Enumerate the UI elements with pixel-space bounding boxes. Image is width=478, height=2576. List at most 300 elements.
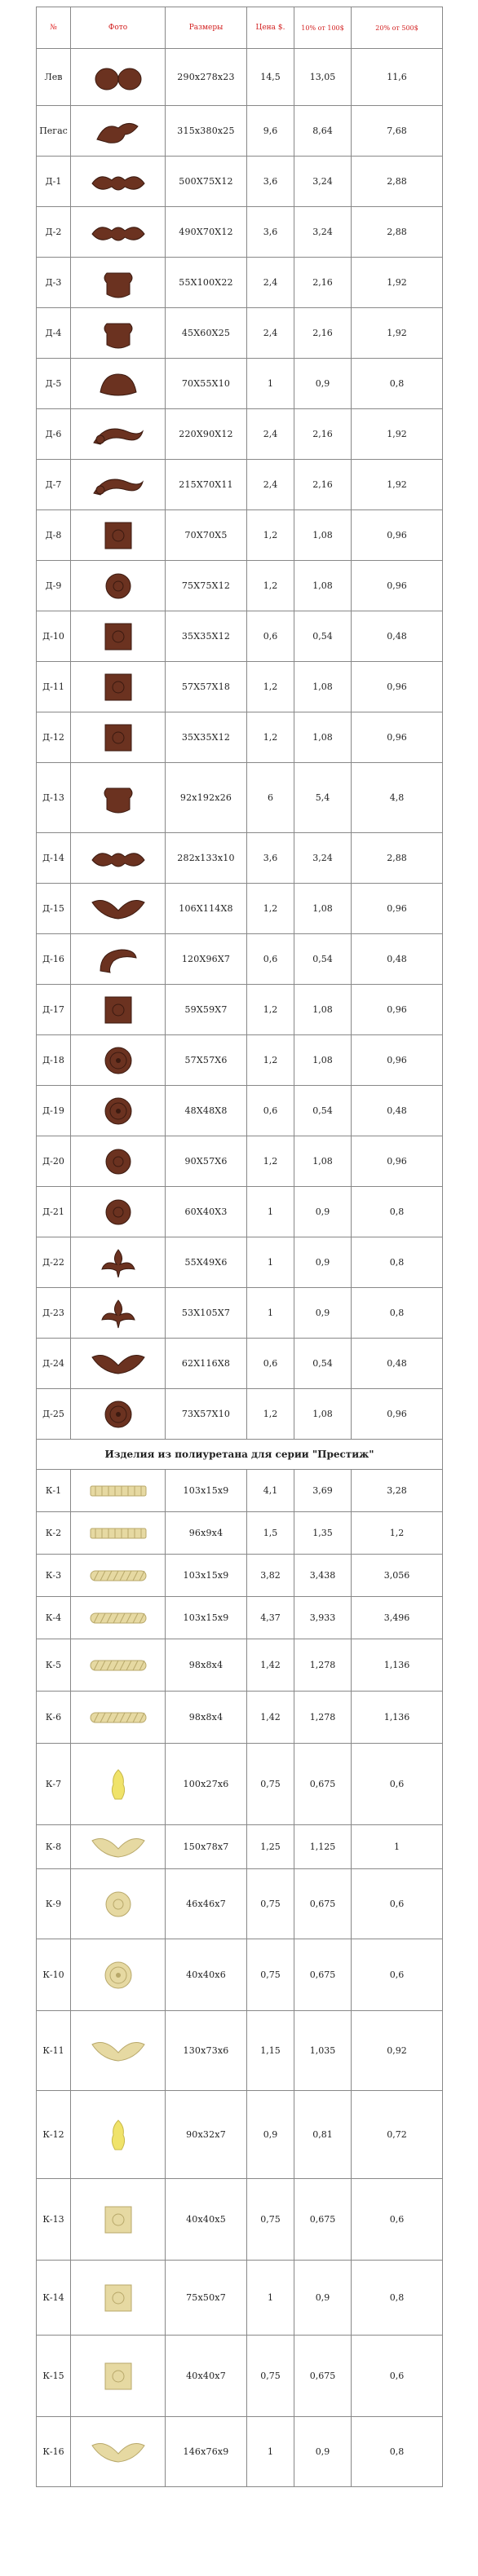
item-size: 75X75X12 (166, 561, 247, 611)
table-row (37, 1692, 443, 1744)
square-tile-icon (71, 2360, 165, 2393)
table-row (37, 934, 443, 985)
item-size: 90x32x7 (166, 2091, 247, 2179)
table-row (37, 1237, 443, 1288)
item-photo (71, 510, 166, 561)
fleur-icon (71, 1297, 165, 1330)
item-photo (71, 49, 166, 106)
wing-ornament-icon (71, 1348, 165, 1380)
item-id: К-15 (37, 2336, 71, 2417)
item-price: 3,6 (247, 157, 294, 207)
item-price-10: 0,675 (294, 1939, 352, 2011)
item-size: 220X90X12 (166, 409, 247, 460)
item-price-10: 5,4 (294, 763, 352, 833)
item-photo (71, 1825, 166, 1869)
table-row (37, 884, 443, 934)
table-row (37, 1555, 443, 1597)
item-size: 59X59X7 (166, 985, 247, 1035)
item-size: 290x278x23 (166, 49, 247, 106)
table-row (37, 1512, 443, 1555)
item-price-10: 2,16 (294, 308, 352, 359)
item-id: Д-12 (37, 712, 71, 763)
item-size: 40x40x6 (166, 1939, 247, 2011)
item-price-20: 0,96 (352, 1389, 443, 1440)
item-id: Д-25 (37, 1389, 71, 1440)
rosette-icon (71, 570, 165, 602)
square-tile-icon (71, 519, 165, 552)
round-medallion-icon (71, 1398, 165, 1431)
item-size: 55X100X22 (166, 258, 247, 308)
item-price-20: 0,96 (352, 510, 443, 561)
item-size: 215X70X11 (166, 460, 247, 510)
item-price: 0,6 (247, 1086, 294, 1136)
item-size: 75x50x7 (166, 2261, 247, 2336)
item-price-20: 0,6 (352, 1869, 443, 1939)
item-price-20: 1,136 (352, 1639, 443, 1692)
table-row (37, 1136, 443, 1187)
item-size: 150x78x7 (166, 1825, 247, 1869)
item-price-10: 1,125 (294, 1825, 352, 1869)
item-id: Д-3 (37, 258, 71, 308)
item-price-20: 2,88 (352, 157, 443, 207)
item-photo (71, 712, 166, 763)
item-price-20: 0,48 (352, 1339, 443, 1389)
table-row (37, 49, 443, 106)
item-photo (71, 1339, 166, 1389)
item-id: К-5 (37, 1639, 71, 1692)
item-photo (71, 1597, 166, 1639)
item-size: 315x380x25 (166, 106, 247, 157)
table-row (37, 2336, 443, 2417)
table-row (37, 1389, 443, 1440)
table-row (37, 2261, 443, 2336)
round-medallion-icon (71, 1959, 165, 1992)
square-tile-icon (71, 2282, 165, 2314)
item-size: 73X57X10 (166, 1389, 247, 1440)
item-price: 2,4 (247, 460, 294, 510)
item-size: 103x15x9 (166, 1555, 247, 1597)
item-photo (71, 1288, 166, 1339)
item-price: 3,6 (247, 207, 294, 258)
item-price-10: 1,08 (294, 662, 352, 712)
item-price-10: 0,675 (294, 2336, 352, 2417)
item-price-20: 0,48 (352, 611, 443, 662)
item-price-20: 0,96 (352, 884, 443, 934)
item-id: Д-19 (37, 1086, 71, 1136)
item-price: 2,4 (247, 409, 294, 460)
item-id: К-3 (37, 1555, 71, 1597)
table-row (37, 1825, 443, 1869)
item-size: 96x9x4 (166, 1512, 247, 1555)
item-photo (71, 157, 166, 207)
item-price-10: 0,81 (294, 2091, 352, 2179)
item-photo (71, 662, 166, 712)
item-price-10: 2,16 (294, 258, 352, 308)
item-id: Д-24 (37, 1339, 71, 1389)
item-price: 1 (247, 1237, 294, 1288)
item-price-10: 0,675 (294, 1744, 352, 1825)
item-price-10: 3,24 (294, 157, 352, 207)
table-row (37, 712, 443, 763)
table-row (37, 1744, 443, 1825)
vertical-ornament-icon (71, 1768, 165, 1801)
lion-pair-icon (71, 61, 165, 94)
item-price: 2,4 (247, 258, 294, 308)
square-tile-icon (71, 2203, 165, 2236)
item-price-20: 0,96 (352, 712, 443, 763)
table-row (37, 359, 443, 409)
rosette-icon (71, 1145, 165, 1178)
item-id: Д-6 (37, 409, 71, 460)
item-size: 490X70X12 (166, 207, 247, 258)
item-price: 1 (247, 1288, 294, 1339)
round-medallion-icon (71, 1095, 165, 1127)
table-row (37, 308, 443, 359)
item-photo (71, 1389, 166, 1440)
item-photo (71, 934, 166, 985)
item-id: Д-14 (37, 833, 71, 884)
table-row (37, 409, 443, 460)
item-price: 1 (247, 1187, 294, 1237)
item-price: 6 (247, 763, 294, 833)
item-id: К-16 (37, 2417, 71, 2487)
item-price-20: 3,496 (352, 1597, 443, 1639)
item-price: 1 (247, 2261, 294, 2336)
item-photo (71, 258, 166, 308)
item-photo (71, 460, 166, 510)
item-size: 48X48X8 (166, 1086, 247, 1136)
item-size: 90X57X6 (166, 1136, 247, 1187)
item-price: 0,6 (247, 611, 294, 662)
table-row (37, 207, 443, 258)
item-price: 0,6 (247, 934, 294, 985)
item-size: 70X55X10 (166, 359, 247, 409)
item-price-20: 0,92 (352, 2011, 443, 2091)
item-id: К-12 (37, 2091, 71, 2179)
item-price-20: 0,96 (352, 662, 443, 712)
col-num-header: № (37, 7, 71, 49)
item-price-20: 0,8 (352, 2261, 443, 2336)
table-row (37, 1339, 443, 1389)
item-id: Д-21 (37, 1187, 71, 1237)
item-photo (71, 409, 166, 460)
item-id: Пегас (37, 106, 71, 157)
item-photo (71, 985, 166, 1035)
item-price: 1,2 (247, 985, 294, 1035)
table-row (37, 611, 443, 662)
rope-molding-icon (71, 1649, 165, 1682)
item-price: 1,2 (247, 1035, 294, 1086)
item-price-10: 0,9 (294, 1237, 352, 1288)
col-size-header: Размеры (166, 7, 247, 49)
table-row (37, 2179, 443, 2261)
item-price-10: 0,54 (294, 934, 352, 985)
item-price-20: 0,96 (352, 985, 443, 1035)
table-row (37, 1597, 443, 1639)
molding-strip-icon (71, 1475, 165, 1507)
item-price: 1,2 (247, 1136, 294, 1187)
item-size: 103x15x9 (166, 1597, 247, 1639)
item-id: Д-18 (37, 1035, 71, 1086)
item-price-20: 1,92 (352, 409, 443, 460)
item-size: 57X57X6 (166, 1035, 247, 1086)
table-row (37, 985, 443, 1035)
item-price: 1,2 (247, 662, 294, 712)
item-photo (71, 1136, 166, 1187)
item-price-20: 2,88 (352, 833, 443, 884)
item-photo (71, 1237, 166, 1288)
item-price-10: 1,08 (294, 884, 352, 934)
item-photo (71, 1086, 166, 1136)
item-size: 103x15x9 (166, 1470, 247, 1512)
item-price-10: 0,9 (294, 1288, 352, 1339)
table-row (37, 258, 443, 308)
item-price-10: 8,64 (294, 106, 352, 157)
item-price-10: 1,08 (294, 510, 352, 561)
item-price-10: 0,675 (294, 1869, 352, 1939)
item-price: 4,1 (247, 1470, 294, 1512)
item-size: 98x8x4 (166, 1692, 247, 1744)
table-row (37, 460, 443, 510)
item-price-10: 1,08 (294, 1136, 352, 1187)
item-photo (71, 611, 166, 662)
item-price-10: 3,24 (294, 833, 352, 884)
item-size: 46x46x7 (166, 1869, 247, 1939)
item-price-10: 3,69 (294, 1470, 352, 1512)
item-size: 146x76x9 (166, 2417, 247, 2487)
item-price: 1,2 (247, 712, 294, 763)
swirl-icon (71, 418, 165, 451)
item-price-10: 3,438 (294, 1555, 352, 1597)
item-price-20: 1,92 (352, 258, 443, 308)
col-price-header: Цена $. (247, 7, 294, 49)
bronze-items (37, 49, 443, 1440)
item-price-10: 1,08 (294, 1389, 352, 1440)
item-price-20: 2,88 (352, 207, 443, 258)
item-size: 130x73x6 (166, 2011, 247, 2091)
item-photo (71, 1187, 166, 1237)
item-price: 0,9 (247, 2091, 294, 2179)
item-price-20: 0,96 (352, 1035, 443, 1086)
item-price: 1 (247, 359, 294, 409)
item-price-10: 0,9 (294, 1187, 352, 1237)
header-row (37, 7, 443, 49)
item-price-20: 4,8 (352, 763, 443, 833)
item-price-10: 1,08 (294, 561, 352, 611)
item-price-10: 2,16 (294, 409, 352, 460)
wing-ornament-icon (71, 1831, 165, 1864)
capital-icon (71, 317, 165, 350)
item-id: К-14 (37, 2261, 71, 2336)
table-row (37, 1470, 443, 1512)
item-id: К-1 (37, 1470, 71, 1512)
table-row (37, 2417, 443, 2487)
item-id: Д-5 (37, 359, 71, 409)
item-price-20: 0,6 (352, 2179, 443, 2261)
pegasus-icon (71, 115, 165, 148)
item-price-10: 1,08 (294, 985, 352, 1035)
item-id: Д-4 (37, 308, 71, 359)
item-photo (71, 207, 166, 258)
item-price-20: 1,2 (352, 1512, 443, 1555)
item-size: 35X35X12 (166, 712, 247, 763)
item-id: Д-9 (37, 561, 71, 611)
item-price-20: 7,68 (352, 106, 443, 157)
item-price-20: 0,8 (352, 1237, 443, 1288)
table-row (37, 662, 443, 712)
item-price-20: 0,8 (352, 2417, 443, 2487)
item-price: 0,75 (247, 2336, 294, 2417)
item-price-20: 0,96 (352, 561, 443, 611)
item-id: Д-7 (37, 460, 71, 510)
table-row (37, 1939, 443, 2011)
item-id: Д-10 (37, 611, 71, 662)
item-size: 98x8x4 (166, 1639, 247, 1692)
table-row (37, 833, 443, 884)
table-row (37, 2091, 443, 2179)
table-row (37, 561, 443, 611)
wing-ornament-icon (71, 2436, 165, 2468)
item-price-20: 0,8 (352, 1187, 443, 1237)
item-price: 0,6 (247, 1339, 294, 1389)
item-id: К-8 (37, 1825, 71, 1869)
item-price-10: 1,08 (294, 712, 352, 763)
item-price-20: 0,8 (352, 1288, 443, 1339)
item-price-10: 0,675 (294, 2179, 352, 2261)
item-price: 1 (247, 2417, 294, 2487)
item-price-10: 3,933 (294, 1597, 352, 1639)
item-photo (71, 1744, 166, 1825)
item-id: Д-20 (37, 1136, 71, 1187)
item-size: 53X105X7 (166, 1288, 247, 1339)
item-photo (71, 1939, 166, 2011)
item-id: Д-15 (37, 884, 71, 934)
col-photo-header: Фото (71, 7, 166, 49)
pu-items (37, 1470, 443, 2487)
table-row (37, 1035, 443, 1086)
item-photo (71, 1555, 166, 1597)
item-id: К-11 (37, 2011, 71, 2091)
square-tile-icon (71, 994, 165, 1026)
item-photo (71, 2091, 166, 2179)
swirl-icon (71, 469, 165, 501)
item-size: 60X40X3 (166, 1187, 247, 1237)
item-price-20: 0,6 (352, 1744, 443, 1825)
item-id: К-13 (37, 2179, 71, 2261)
item-price: 9,6 (247, 106, 294, 157)
price-table (36, 7, 443, 2487)
item-size: 57X57X18 (166, 662, 247, 712)
table-row (37, 157, 443, 207)
item-price-10: 0,9 (294, 359, 352, 409)
item-photo (71, 763, 166, 833)
item-photo (71, 2336, 166, 2417)
wing-ornament-icon (71, 2035, 165, 2067)
item-size: 35X35X12 (166, 611, 247, 662)
table-row (37, 106, 443, 157)
item-photo (71, 1512, 166, 1555)
item-price: 14,5 (247, 49, 294, 106)
item-price-20: 0,96 (352, 1136, 443, 1187)
item-id: Д-2 (37, 207, 71, 258)
item-id: К-2 (37, 1512, 71, 1555)
item-size: 500X75X12 (166, 157, 247, 207)
item-photo (71, 2179, 166, 2261)
molding-strip-icon (71, 1517, 165, 1550)
item-photo (71, 884, 166, 934)
item-photo (71, 308, 166, 359)
item-id: К-7 (37, 1744, 71, 1825)
table-row (37, 1288, 443, 1339)
item-price: 1,42 (247, 1692, 294, 1744)
item-id: К-6 (37, 1692, 71, 1744)
scroll-ornament-icon (71, 216, 165, 249)
wing-ornament-icon (71, 893, 165, 925)
item-size: 120X96X7 (166, 934, 247, 985)
capital-icon (71, 267, 165, 299)
item-photo (71, 1470, 166, 1512)
item-size: 282x133x10 (166, 833, 247, 884)
item-photo (71, 2011, 166, 2091)
item-price-10: 1,35 (294, 1512, 352, 1555)
item-price-10: 0,54 (294, 1339, 352, 1389)
item-photo (71, 1035, 166, 1086)
item-price-20: 3,056 (352, 1555, 443, 1597)
fleur-icon (71, 1246, 165, 1279)
item-id: Д-23 (37, 1288, 71, 1339)
vertical-ornament-icon (71, 2119, 165, 2151)
item-price-10: 1,278 (294, 1639, 352, 1692)
section-title: Изделия из полиуретана для серии "Престиж" (37, 1440, 443, 1470)
item-price: 0,75 (247, 1939, 294, 2011)
item-size: 106X114X8 (166, 884, 247, 934)
item-price: 0,75 (247, 1744, 294, 1825)
item-id: Лев (37, 49, 71, 106)
item-price-10: 0,54 (294, 1086, 352, 1136)
square-tile-icon (71, 620, 165, 653)
item-id: Д-17 (37, 985, 71, 1035)
col-disc10-header: 10% от 100$ (294, 7, 352, 49)
item-price: 1,15 (247, 2011, 294, 2091)
capital-icon (71, 782, 165, 814)
rosette-icon (71, 1888, 165, 1921)
item-photo (71, 1869, 166, 1939)
item-price-20: 0,6 (352, 1939, 443, 2011)
item-photo (71, 106, 166, 157)
item-price-10: 0,54 (294, 611, 352, 662)
item-price-10: 0,9 (294, 2417, 352, 2487)
shell-icon (71, 368, 165, 400)
item-price-10: 0,9 (294, 2261, 352, 2336)
item-size: 40x40x7 (166, 2336, 247, 2417)
rope-molding-icon (71, 1559, 165, 1592)
item-photo (71, 561, 166, 611)
item-id: Д-22 (37, 1237, 71, 1288)
rope-molding-icon (71, 1602, 165, 1634)
table-row (37, 763, 443, 833)
item-size: 70X70X5 (166, 510, 247, 561)
item-price-20: 3,28 (352, 1470, 443, 1512)
item-size: 40x40x5 (166, 2179, 247, 2261)
item-price-10: 1,035 (294, 2011, 352, 2091)
item-photo (71, 2417, 166, 2487)
item-price: 2,4 (247, 308, 294, 359)
item-photo (71, 359, 166, 409)
item-price: 1,2 (247, 561, 294, 611)
section-divider (37, 1440, 443, 1470)
item-price-20: 1,92 (352, 460, 443, 510)
item-price: 0,75 (247, 1869, 294, 1939)
